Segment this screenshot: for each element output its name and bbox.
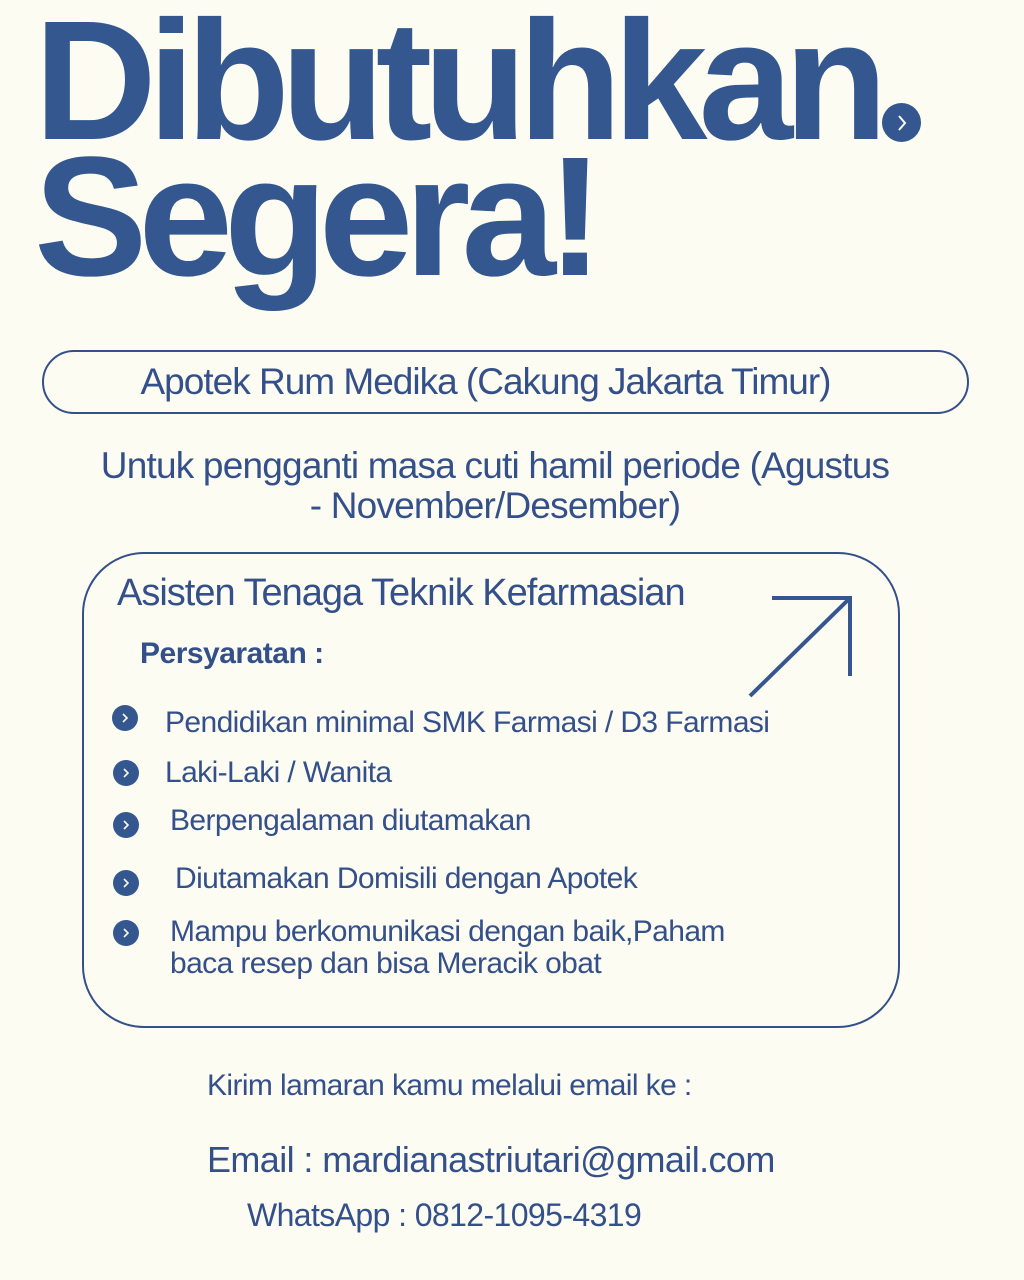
contact-email: Email : mardianastriutari@gmail.com <box>207 1139 775 1180</box>
chevron-right-circle-icon <box>882 103 921 142</box>
arrow-up-right-icon <box>744 592 856 705</box>
requirement-communication-line-1: Mampu berkomunikasi dengan baik,Paham <box>170 915 725 948</box>
bullet-chevron-icon <box>113 760 139 786</box>
period-note <box>60 446 930 526</box>
requirement-experience: Berpengalaman diutamakan <box>170 804 531 837</box>
period-note-line-1: Untuk pengganti masa cuti hamil periode (Agustus <box>100 445 890 486</box>
requirement-domicile: Diutamakan Domisili dengan Apotek <box>175 862 638 895</box>
bullet-chevron-icon <box>113 920 139 946</box>
contact-whatsapp: WhatsApp : 0812-1095-4319 <box>247 1197 642 1233</box>
bullet-chevron-icon <box>113 812 139 838</box>
requirement-communication-line-2: baca resep dan bisa Meracik obat <box>170 947 602 980</box>
company-name: Apotek Rum Medika (Cakung Jakarta Timur) <box>140 361 831 402</box>
bullet-chevron-icon <box>113 870 139 896</box>
requirement-education: Pendidikan minimal SMK Farmasi / D3 Farmasi <box>165 706 770 739</box>
headline-line-1: Dibutuhkan <box>34 0 879 176</box>
apply-intro: Kirim lamaran kamu melalui email ke : <box>207 1069 692 1102</box>
requirement-gender: Laki-Laki / Wanita <box>165 756 392 789</box>
headline-line-2: Segera! <box>34 122 595 312</box>
job-title: Asisten Tenaga Teknik Kefarmasian <box>117 572 685 614</box>
period-note-line-2: - November/Desember) <box>309 485 681 526</box>
requirements-heading: Persyaratan : <box>140 637 324 670</box>
bullet-chevron-icon <box>112 705 138 731</box>
company-pill <box>42 350 969 414</box>
